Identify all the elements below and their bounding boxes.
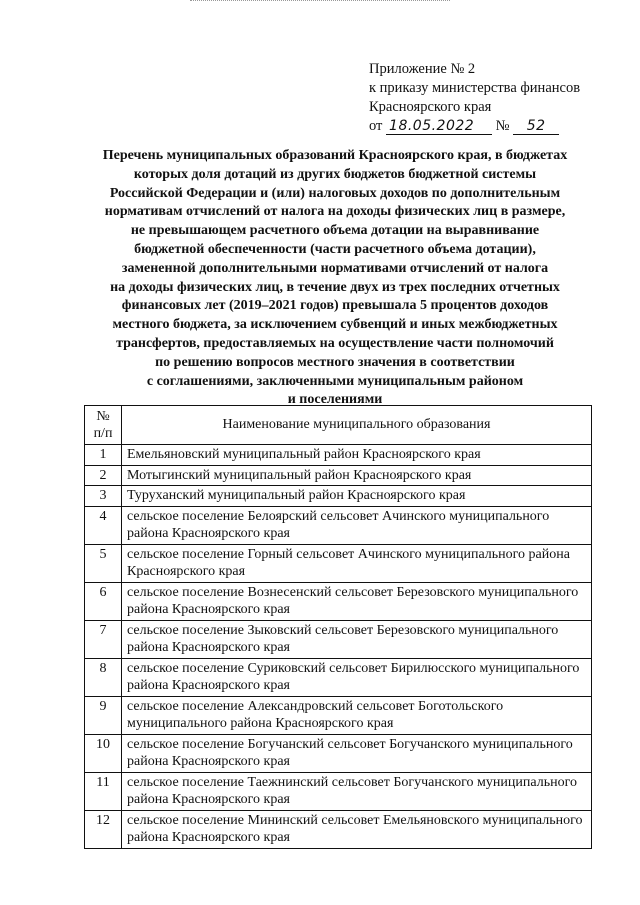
row-number: 9 bbox=[85, 696, 122, 734]
title-line: которых доля дотаций из других бюджетов бюджетной системы bbox=[133, 166, 537, 182]
row-name: сельское поселение Суриковский сельсовет Бирилюсского муниципального района Красноярского края bbox=[122, 658, 592, 696]
table-row bbox=[85, 658, 592, 696]
row-number: 1 bbox=[85, 445, 122, 466]
title-line: с соглашениями, заключенными муниципальным районом bbox=[146, 373, 524, 389]
row-number: 8 bbox=[85, 658, 122, 696]
row-name: сельское поселение Александровский сельсовет Боготольского муниципального района Красноярского края bbox=[122, 696, 592, 734]
annex-block bbox=[369, 60, 629, 136]
title-line: и поселениями bbox=[287, 392, 383, 408]
header-number bbox=[85, 406, 122, 445]
header-number-abbr: п/п bbox=[93, 426, 113, 441]
table-row bbox=[85, 696, 592, 734]
annex-region: Красноярского края bbox=[369, 99, 492, 115]
title-line: финансовых лет (2019–2021 годов) превышала 5 процентов доходов bbox=[121, 298, 549, 314]
table-row bbox=[85, 582, 592, 620]
row-number: 10 bbox=[85, 734, 122, 772]
row-name: Емельяновский муниципальный район Красноярского края bbox=[122, 445, 592, 466]
table-row bbox=[85, 620, 592, 658]
row-name: Туруханский муниципальный район Красноярского края bbox=[122, 486, 592, 507]
title-line: нормативам отчислений от налога на доходы физических лиц в размере, bbox=[104, 204, 566, 220]
annex-date-handwritten: 18.05.2022 bbox=[386, 119, 492, 135]
annex-title: Приложение № 2 bbox=[369, 61, 476, 77]
document-title bbox=[55, 147, 615, 410]
title-line: трансфертов, предоставляемых на осуществление части полномочий bbox=[116, 335, 554, 351]
title-line: не превышающем расчетного объема дотации на выравнивание bbox=[130, 223, 540, 239]
table-row bbox=[85, 465, 592, 486]
table-row bbox=[85, 506, 592, 544]
header-name: Наименование муниципального образования bbox=[122, 406, 592, 445]
annex-number-handwritten: 52 bbox=[513, 119, 559, 135]
annex-order-ref: к приказу министерства финансов bbox=[369, 80, 581, 96]
row-number: 12 bbox=[85, 810, 122, 848]
header-number-symbol: № bbox=[96, 409, 110, 424]
annex-date-prefix: от bbox=[369, 118, 383, 134]
row-name: Мотыгинский муниципальный район Красноярского края bbox=[122, 465, 592, 486]
title-line: на доходы физических лиц, в течение двух из трех последних отчетных bbox=[110, 279, 560, 295]
title-line: Перечень муниципальных образований Красноярского края, в бюджетах bbox=[102, 148, 568, 163]
row-number: 4 bbox=[85, 506, 122, 544]
table-row bbox=[85, 772, 592, 810]
row-number: 2 bbox=[85, 465, 122, 486]
row-number: 7 bbox=[85, 620, 122, 658]
title-line: Российской Федерации и (или) налоговых доходов по дополнительным bbox=[109, 185, 561, 201]
table-row bbox=[85, 734, 592, 772]
row-name: сельское поселение Горный сельсовет Ачинского муниципального района Красноярского края bbox=[122, 544, 592, 582]
row-name: сельское поселение Богучанский сельсовет Богучанского муниципального района Красноярского края bbox=[122, 734, 592, 772]
table-row bbox=[85, 445, 592, 466]
table-row bbox=[85, 544, 592, 582]
row-name: сельское поселение Вознесенский сельсовет Березовского муниципального района Красноярского края bbox=[122, 582, 592, 620]
row-name: сельское поселение Таежнинский сельсовет Богучанского муниципального района Красноярского края bbox=[122, 772, 592, 810]
row-number: 6 bbox=[85, 582, 122, 620]
table-row bbox=[85, 486, 592, 507]
annex-date-line bbox=[369, 117, 629, 136]
annex-number-prefix: № bbox=[495, 118, 510, 134]
row-name: сельское поселение Белоярский сельсовет Ачинского муниципального района Красноярского края bbox=[122, 506, 592, 544]
municipalities-table bbox=[84, 405, 592, 849]
title-line: местного бюджета, за исключением субвенций и иных межбюджетных bbox=[112, 317, 558, 333]
title-line: бюджетной обеспеченности (части расчетного объема дотации), bbox=[134, 241, 536, 257]
row-number: 5 bbox=[85, 544, 122, 582]
row-name: сельское поселение Зыковский сельсовет Березовского муниципального района Красноярского края bbox=[122, 620, 592, 658]
row-name: сельское поселение Мининский сельсовет Емельяновского муниципального района Красноярского края bbox=[122, 810, 592, 848]
title-line: замененной дополнительными нормативами отчислений от налога bbox=[121, 260, 549, 276]
title-line: по решению вопросов местного значения в соответствии bbox=[155, 354, 515, 370]
row-number: 3 bbox=[85, 486, 122, 507]
scan-top-edge-mark bbox=[190, 0, 450, 4]
row-number: 11 bbox=[85, 772, 122, 810]
table-header-row bbox=[85, 406, 592, 445]
table-row bbox=[85, 810, 592, 848]
